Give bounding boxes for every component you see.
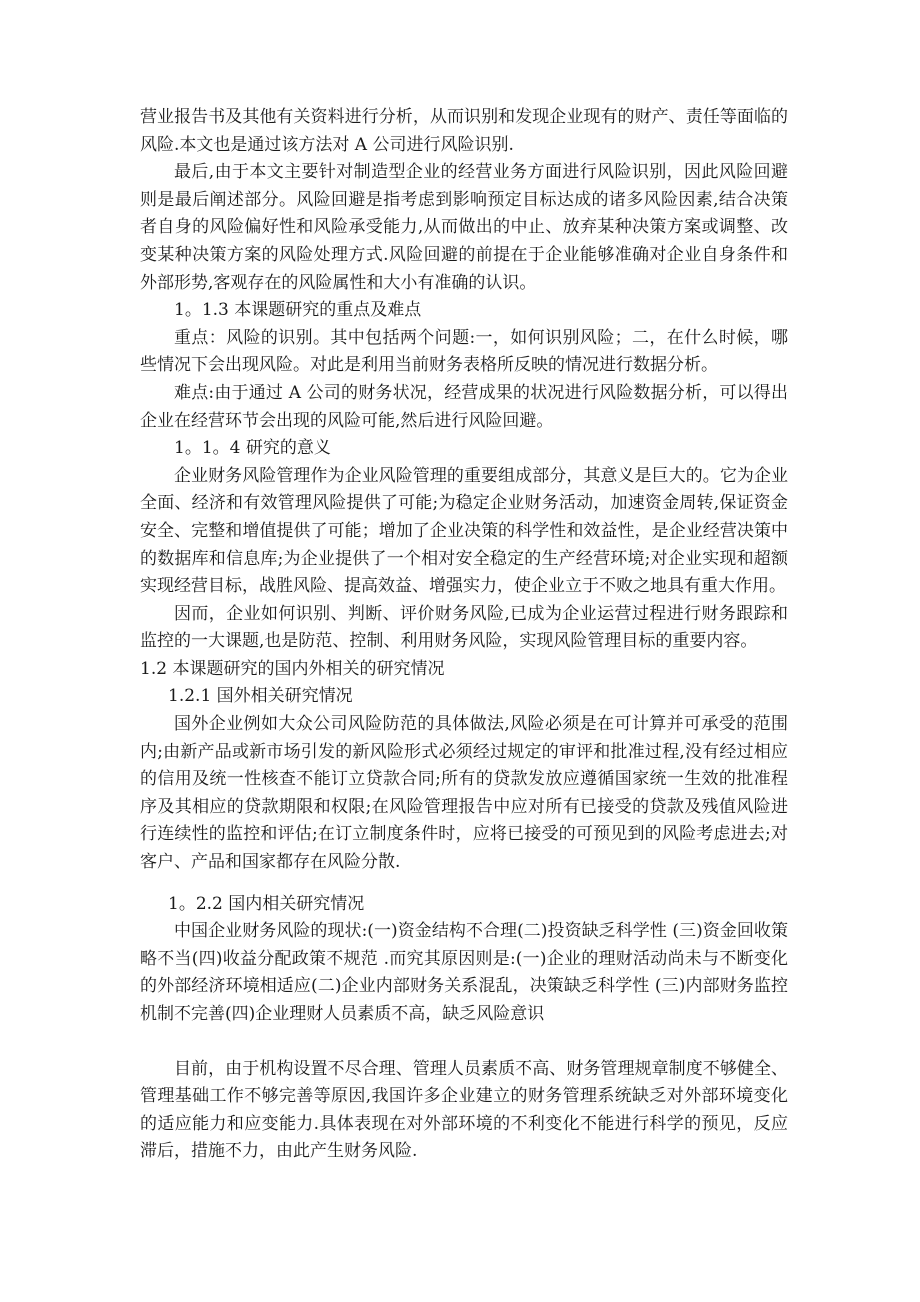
section-heading-1-2: 1.2 本课题研究的国内外相关的研究情况 (140, 658, 445, 679)
paragraph-continued: 营业报告书及其他有关资料进行分析，从而识别和发现企业现有的财产、责任等面临的风险.本文也是通过该方法对 A 公司进行风险识别. (140, 107, 788, 155)
document-body (140, 104, 788, 1166)
paragraph-risk-avoidance: 最后,由于本文主要针对制造型企业的经营业务方面进行风险识别，因此风险回避则是最后阐述部分。风险回避是指考虑到影响预定目标达成的诸多风险因素,结合决策者自身的风险偏好性和风险承受能力,从而做出的中止、放弃某种决策方案或调整、改变某种决策方案的风险处理方式.风险回避的前提在于企业能够准确对企业自身条件和外部形势,客观存在的风险属性和大小有准确的认识。 (140, 162, 788, 293)
paragraph-difficulties: 难点:由于通过 A 公司的财务状况，经营成果的状况进行风险数据分析，可以得出企业在经营环节会出现的风险可能,然后进行风险回避。 (140, 382, 788, 431)
section-heading-1-1-3: 1。1.3 本课题研究的重点及难点 (174, 300, 422, 321)
section-heading-1-2-2: 1。2.2 国内相关研究情况 (168, 893, 365, 914)
paragraph-therefore: 因而，企业如何识别、判断、评价财务风险,已成为企业运营过程进行财务跟踪和监控的一大课题,也是防范、控制、利用财务风险，实现风险管理目标的重要内容。 (140, 603, 788, 652)
paragraph-significance: 企业财务风险管理作为企业风险管理的重要组成部分，其意义是巨大的。它为企业全面、经济和有效管理风险提供了可能;为稳定企业财务活动，加速资金周转,保证资金安全、完整和增值提供了可能；增加了企业决策的科学性和效益性，是企业经营决策中的数据库和信息库;为企业提供了一个相对安全稳定的生产经营环境;对企业实现和超额实现经营目标，战胜风险、提高效益、增强实力，使企业立于不败之地具有重大作用。 (140, 465, 788, 597)
paragraph-domestic-status: 中国企业财务风险的现状:(一)资金结构不合理(二)投资缺乏科学性 (三)资金回收策略不当(四)收益分配政策不规范 .而究其原因则是:(一)企业的理财活动尚未与不断变化的外部经济环境相适应(二)企业内部财务关系混乱，决策缺乏科学性 (三)内部财务监控机制不完善(四)企业理财人员素质不高，缺乏风险意识 (140, 921, 788, 1024)
paragraph-key-points: 重点：风险的识别。其中包括两个问题:一，如何识别风险；二，在什么时候，哪些情况下会出现风险。对此是利用当前财务表格所反映的情况进行数据分析。 (140, 327, 788, 376)
section-heading-1-1-4: 1。1。4 研究的意义 (174, 438, 331, 459)
paragraph-current-situation: 目前，由于机构设置不尽合理、管理人员素质不高、财务管理规章制度不够健全、管理基础工作不够完善等原因,我国许多企业建立的财务管理系统缺乏对外部环境变化的适应能力和应变能力.具体表现在对外部环境的不利变化不能进行科学的预见，反应滞后，措施不力，由此产生财务风险. (140, 1058, 788, 1162)
section-heading-1-2-1: 1.2.1 国外相关研究情况 (168, 686, 353, 707)
paragraph-foreign-research: 国外企业例如大众公司风险防范的具体做法,风险必须是在可计算并可承受的范围内;由新产品或新市场引发的新风险形式必须经过规定的审评和批准过程,没有经过相应的信用及统一性核查不能订立贷款合同;所有的贷款发放应遵循国家统一生效的批准程序及其相应的贷款期限和权限;在风险管理报告中应对所有已接受的贷款及残值风险进行连续性的监控和评估;在订立制度条件时，应将已接受的可预见到的风险考虑进去;对客户、产品和国家都存在风险分散. (140, 714, 788, 873)
